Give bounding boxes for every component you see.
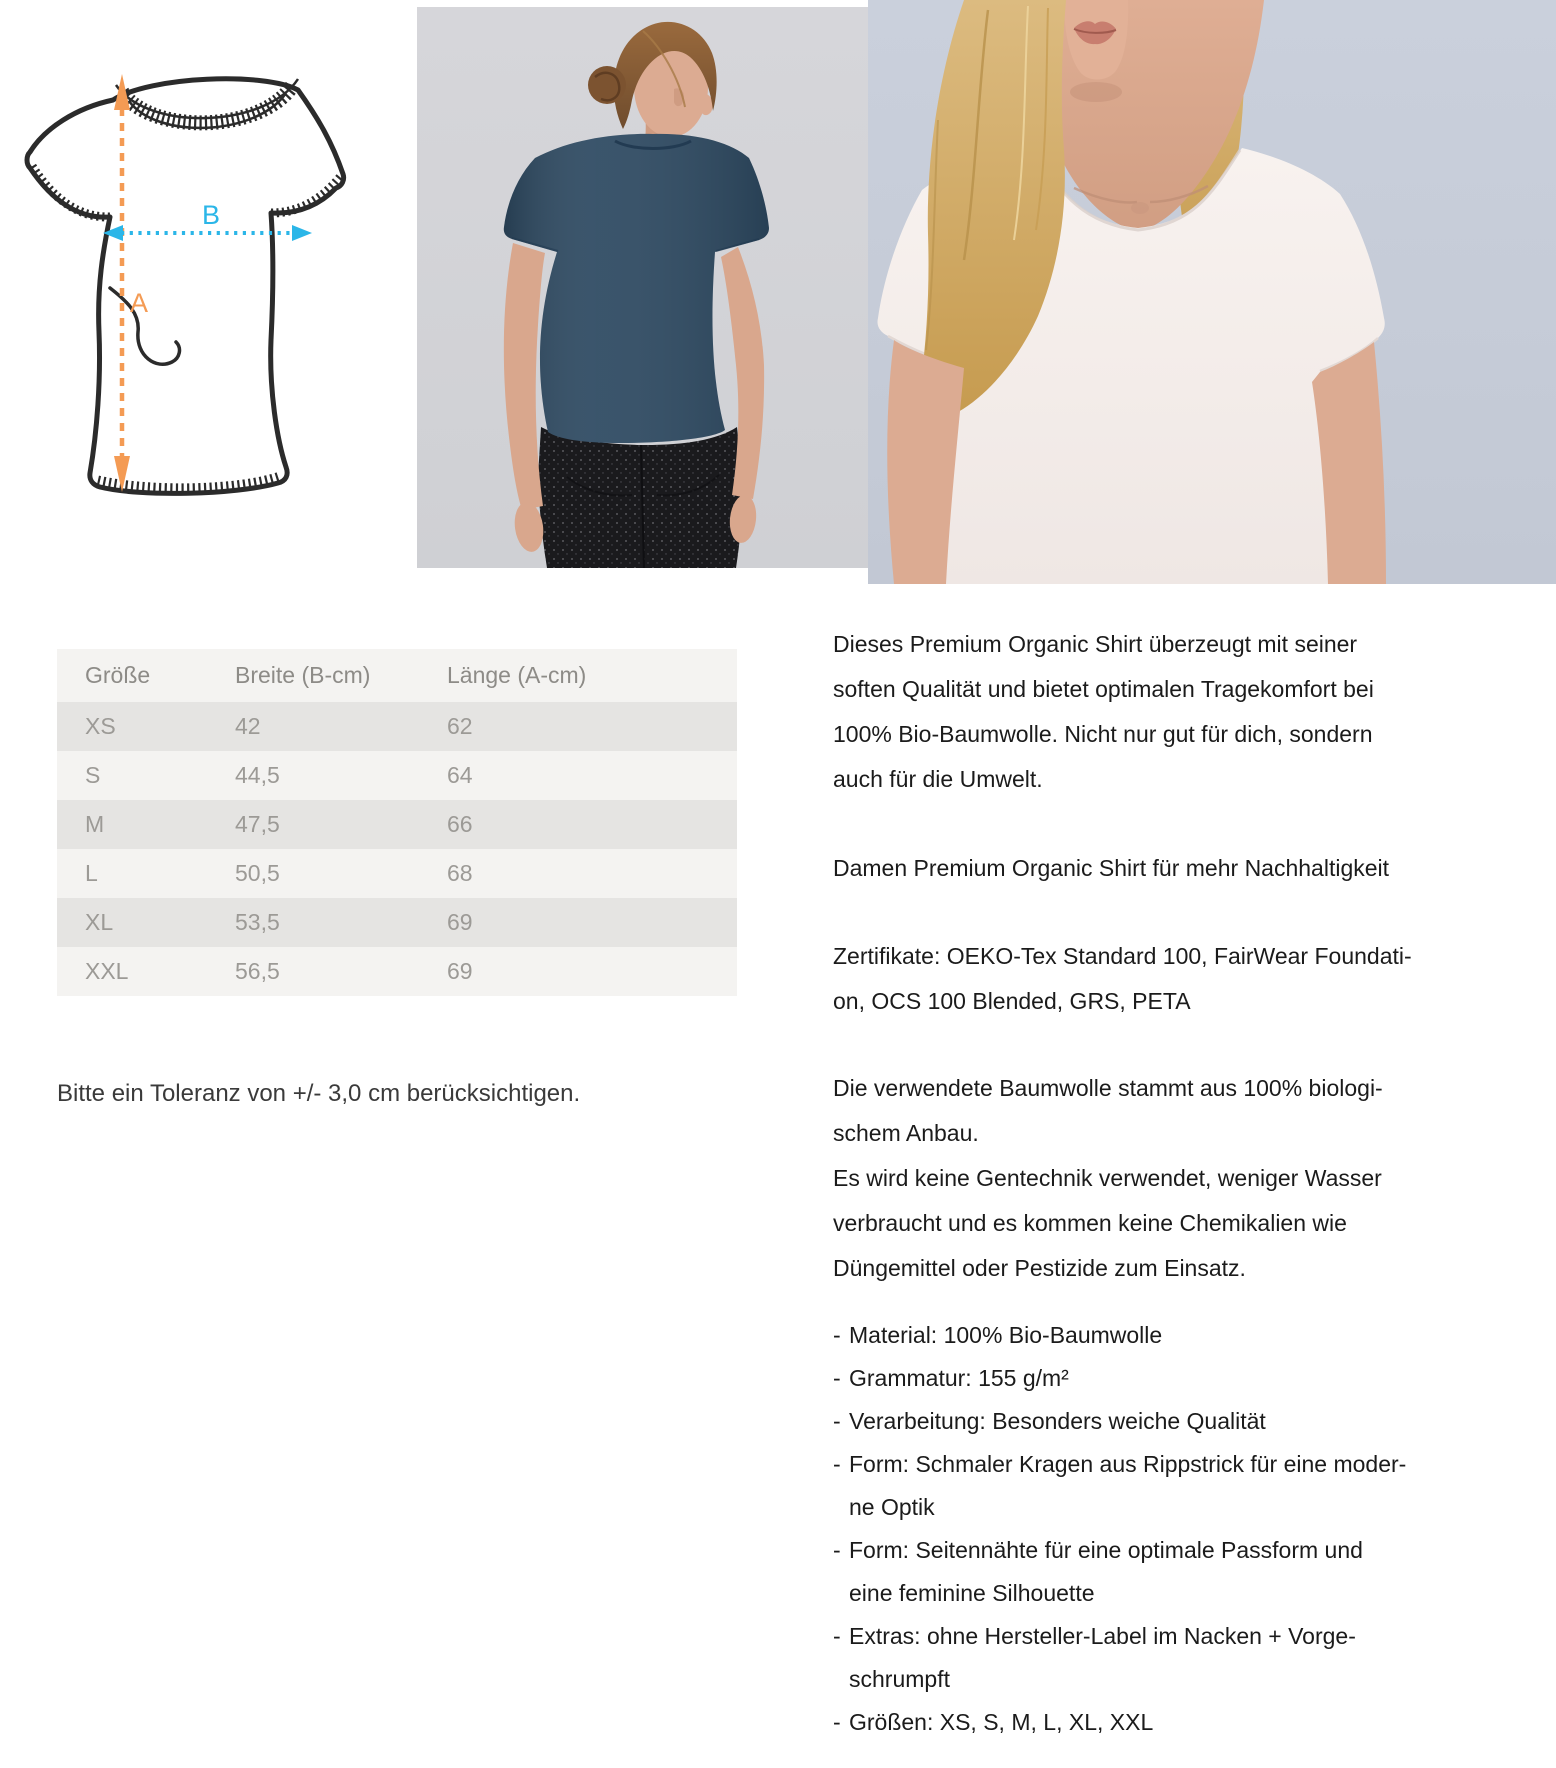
list-item [833,1400,1483,1443]
cell-breite: 44,5 [235,762,280,788]
cell-size: XXL [85,958,129,984]
cell-size: XS [85,713,116,739]
bullet-dash [833,1572,849,1615]
table-row-xs [57,702,737,751]
text-line: soften Qualität und bietet optimalen Tragekomfort bei [833,676,1374,702]
diagram-label-b: B [202,200,221,230]
list-item-text: ne Optik [849,1494,935,1520]
list-item [833,1443,1483,1486]
photo-model-back-navy-shirt [417,7,868,568]
tshirt-outline [27,79,344,494]
model-jeans [538,427,742,568]
bullet-dash [833,1658,849,1701]
tshirt-diagram-svg [10,30,370,500]
text-line: Düngemittel oder Pestizide zum Einsatz. [833,1255,1246,1281]
photo-model-front-white-shirt [868,0,1556,584]
list-item-text: Größen: XS, S, M, L, XL, XXL [849,1709,1154,1735]
size-table [57,649,737,996]
list-item-text: Form: Schmaler Kragen aus Rippstrick für eine moder- [849,1451,1407,1477]
list-item-continuation [833,1572,1483,1615]
cell-laenge: 68 [447,860,473,886]
arrow-right-icon [292,225,312,241]
col-header-breite: Breite (B-cm) [235,662,371,688]
text-line: schem Anbau. [833,1120,979,1146]
description-paragraph-certificates [833,934,1483,1024]
size-table-header-row [57,649,737,702]
list-item-continuation [833,1658,1483,1701]
list-item-text: Grammatur: 155 g/m² [849,1365,1069,1391]
bullet-dash: - [833,1322,841,1348]
table-row-xl [57,898,737,947]
text-line: Die verwendete Baumwolle stammt aus 100% biologi- [833,1075,1383,1101]
list-item [833,1529,1483,1572]
table-row-l [57,849,737,898]
table-row-s [57,751,737,800]
bullet-dash: - [833,1623,841,1649]
bullet-dash: - [833,1408,841,1434]
text-line: Dieses Premium Organic Shirt überzeugt mit seiner [833,631,1358,657]
cell-breite: 56,5 [235,958,280,984]
list-item [833,1701,1483,1744]
col-header-groesse: Größe [85,662,151,688]
cell-laenge: 69 [447,958,473,984]
bullet-dash [833,1486,849,1529]
cell-laenge: 66 [447,811,473,837]
text-line: Es wird keine Gentechnik verwendet, weniger Wasser [833,1165,1382,1191]
cell-breite: 50,5 [235,860,280,886]
photo-front-svg [868,0,1556,584]
list-item [833,1615,1483,1658]
product-description [833,622,1483,1744]
cell-breite: 53,5 [235,909,280,935]
bullet-dash: - [833,1537,841,1563]
list-item-text: eine feminine Silhouette [849,1580,1095,1606]
list-item-text: schrumpft [849,1666,950,1692]
photo-back-svg [417,7,868,568]
product-feature-list [833,1314,1483,1744]
table-row-m [57,800,737,849]
cell-size: XL [85,909,114,935]
list-item-text: Extras: ohne Hersteller-Label im Nacken + Vorge- [849,1623,1356,1649]
list-item-continuation [833,1486,1483,1529]
description-paragraph-quality [833,622,1483,802]
cell-size: M [85,811,105,837]
text-line: 100% Bio-Baumwolle. Nicht nur gut für dich, sondern [833,721,1373,747]
text-line: Zertifikate: OEKO-Tex Standard 100, FairWear Foundati- [833,943,1412,969]
col-header-laenge: Länge (A-cm) [447,662,587,688]
list-item-text: Form: Seitennähte für eine optimale Passform und [849,1537,1363,1563]
size-measurement-diagram [10,30,370,500]
text-line: verbraucht und es kommen keine Chemikalien wie [833,1210,1347,1236]
text-line: Damen Premium Organic Shirt für mehr Nachhaltigkeit [833,855,1390,881]
bullet-dash: - [833,1451,841,1477]
cell-laenge: 64 [447,762,473,788]
list-item-text: Material: 100% Bio-Baumwolle [849,1322,1163,1348]
bullet-dash: - [833,1709,841,1735]
list-item [833,1314,1483,1357]
diagram-label-a: A [130,288,149,318]
text-line: auch für die Umwelt. [833,766,1043,792]
text-line: on, OCS 100 Blended, GRS, PETA [833,988,1191,1014]
list-item-text: Verarbeitung: Besonders weiche Qualität [849,1408,1266,1434]
description-paragraph-sustainability [833,846,1483,891]
list-item [833,1357,1483,1400]
suprasternal-notch [1131,202,1149,214]
cell-size: S [85,762,101,788]
description-paragraph-cotton [833,1066,1483,1291]
cell-size: L [85,860,98,886]
cell-laenge: 62 [447,713,473,739]
cell-breite: 47,5 [235,811,280,837]
cell-laenge: 69 [447,909,473,935]
bullet-dash: - [833,1365,841,1391]
tolerance-note: Bitte ein Toleranz von +/- 3,0 cm berücksichtigen. [57,1080,581,1107]
chin-shadow [1070,82,1122,102]
cell-breite: 42 [235,713,261,739]
table-row-xxl [57,947,737,996]
